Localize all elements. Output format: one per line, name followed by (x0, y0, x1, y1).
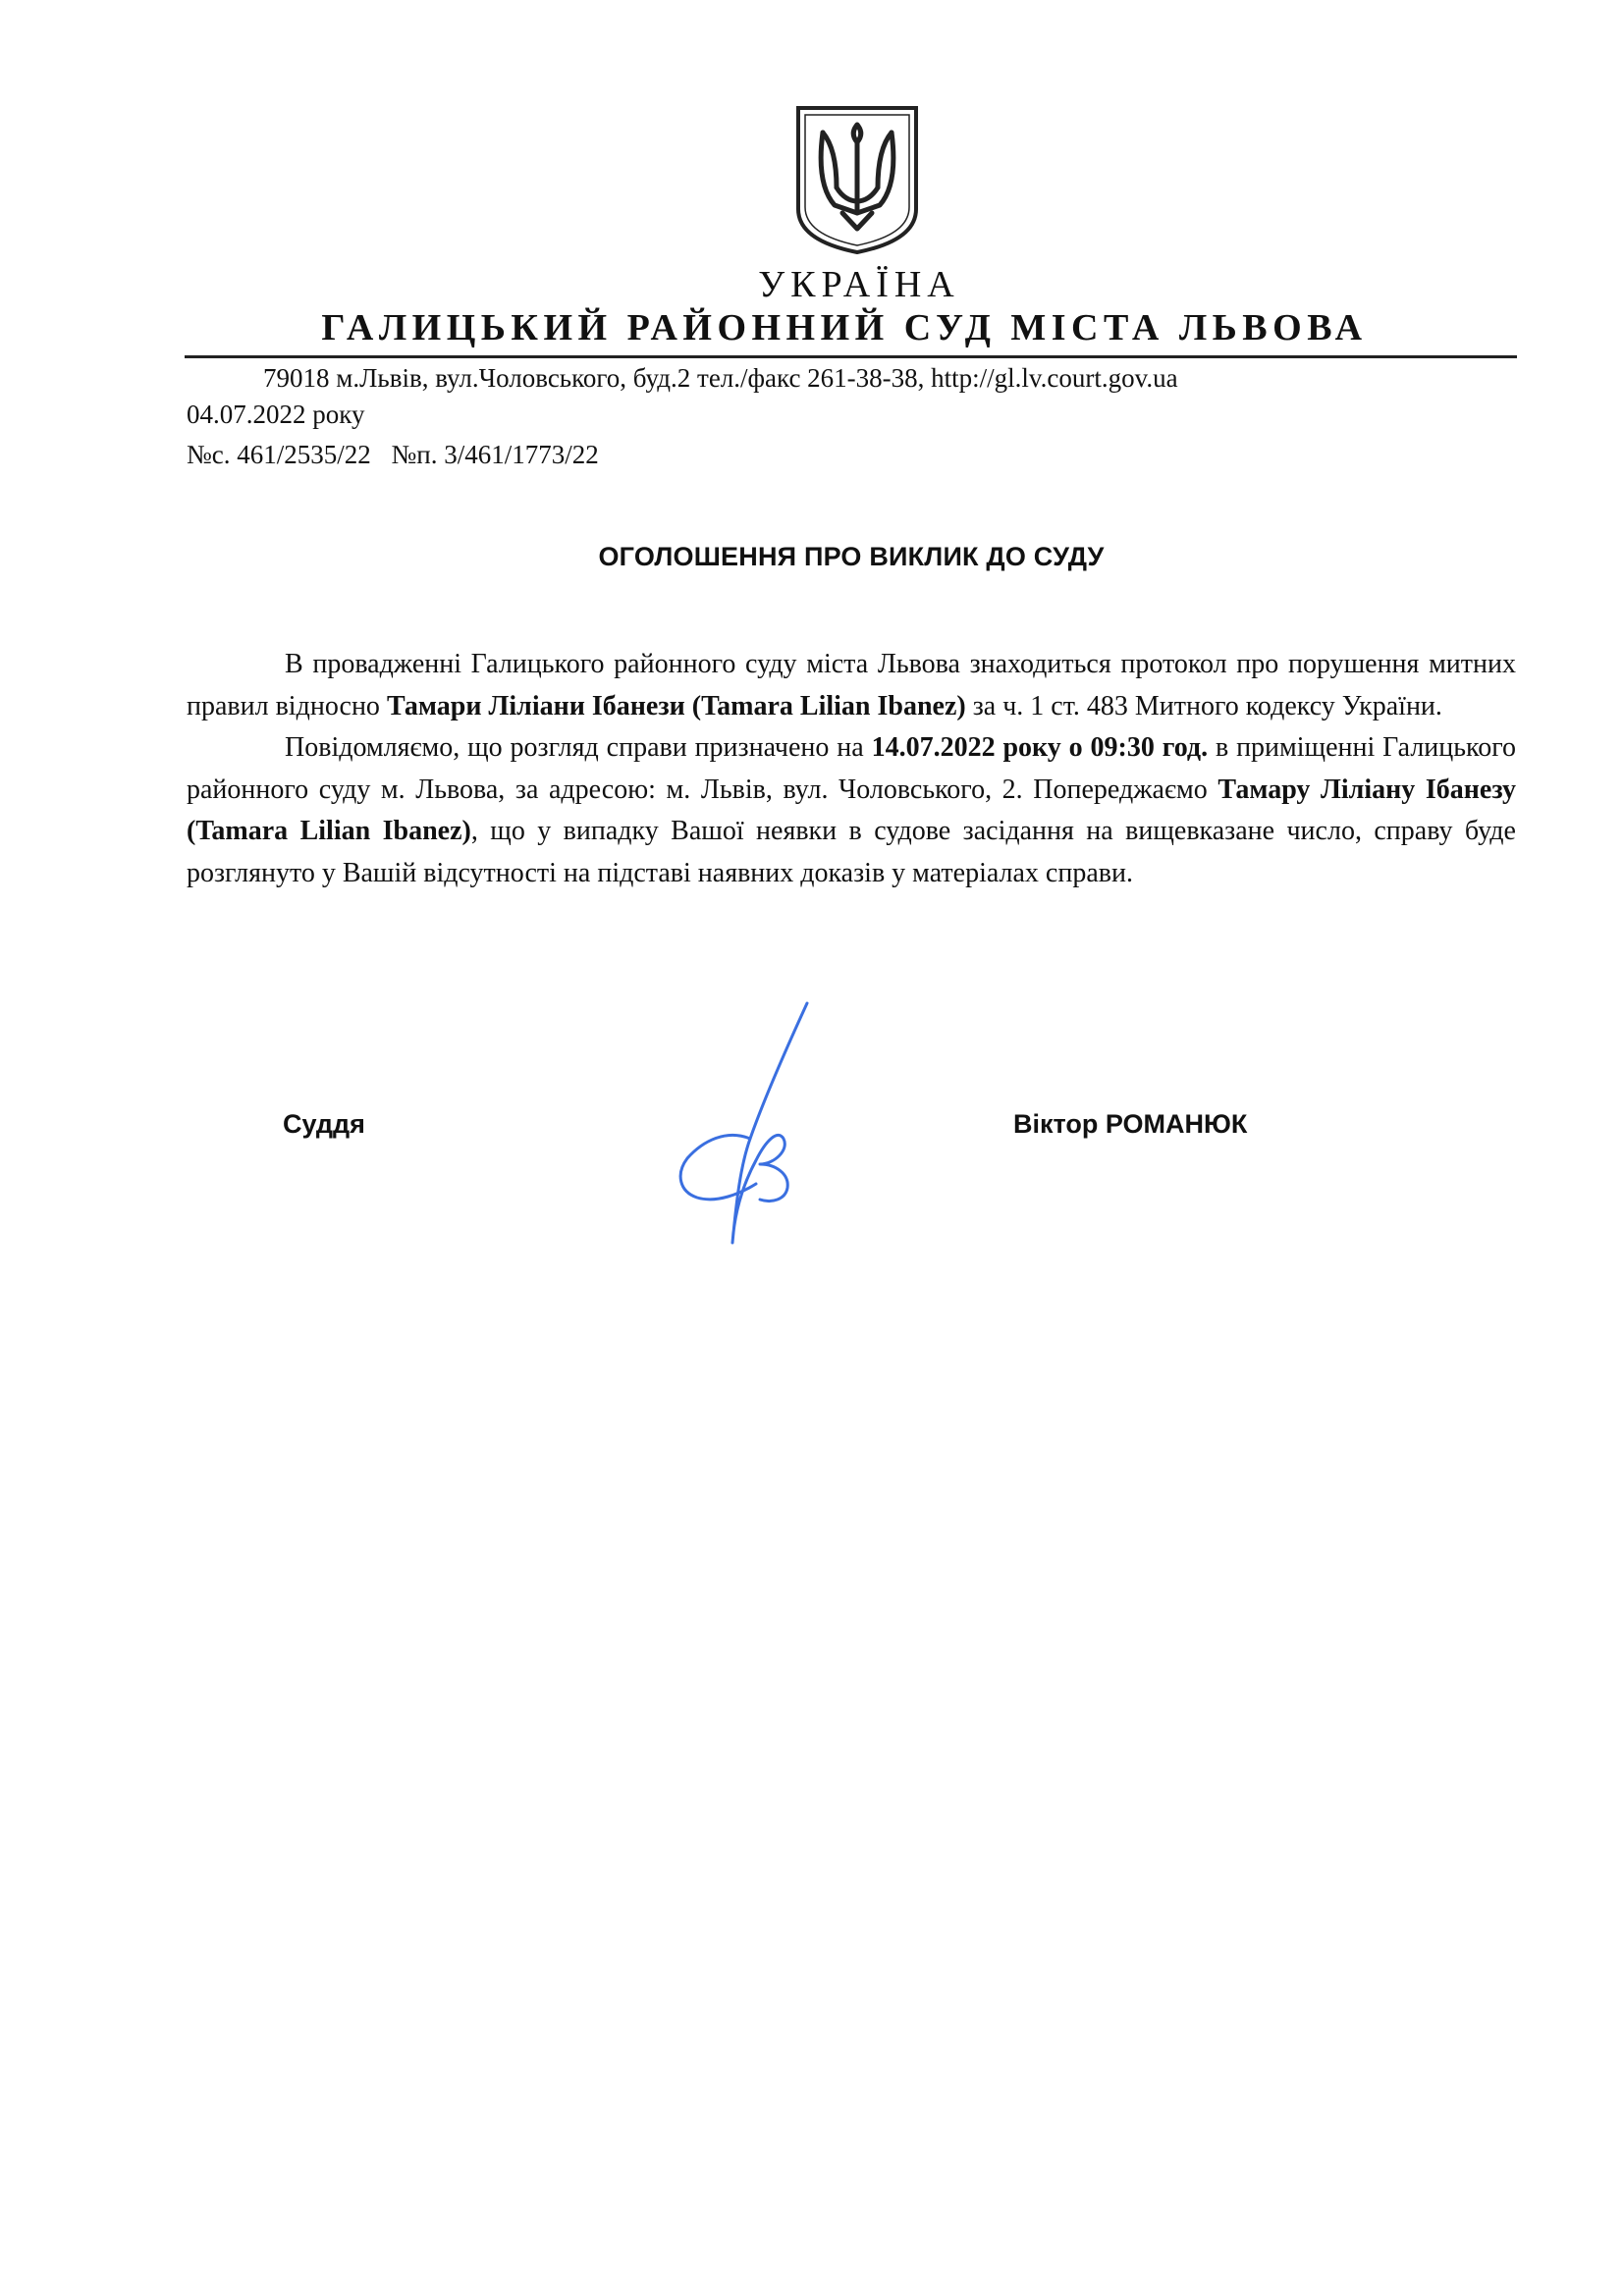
p2-text-start: Повідомляємо, що розгляд справи призначено на (285, 732, 872, 763)
paragraph-1 (187, 644, 1516, 727)
p1-text-end: за ч. 1 ст. 483 Митного кодексу України. (965, 690, 1442, 721)
judge-name: Віктор РОМАНЮК (1013, 1109, 1248, 1139)
country-name: УКРАЇНА (758, 264, 960, 305)
case-numbers (187, 440, 599, 470)
document-title: ОГОЛОШЕННЯ ПРО ВИКЛИК ДО СУДУ (598, 542, 1105, 571)
document-body (187, 644, 1516, 894)
court-name: ГАЛИЦЬКИЙ РАЙОННИЙ СУД МІСТА ЛЬВОВА (321, 307, 1368, 348)
p1-text-start: В провадженні Галицького районного суду міста Львова знаходиться протокол про порушення митних правил відносно (187, 649, 1516, 721)
coat-of-arms-trident-icon (793, 103, 921, 255)
document-date: 04.07.2022 року (187, 400, 365, 429)
case-number: №с. 461/2535/22 (187, 440, 371, 469)
p2-text-end: , що у випадку Вашої неявки в судове засідання на вищевказане число, справу буде розглянуто у Вашій відсутності на підставі наявних доказів у матеріалах справи. (187, 816, 1516, 888)
paragraph-2 (187, 727, 1516, 894)
proceeding-number: №п. 3/461/1773/22 (391, 440, 599, 469)
court-address: 79018 м.Львів, вул.Чоловського, буд.2 тел./факс 261-38-38, http://gl.lv.court.gov.ua (263, 363, 1178, 393)
handwritten-signature (658, 991, 835, 1256)
defendant-name: Тамари Ліліани Ібанези (Tamara Lilian Ibanez) (386, 690, 966, 721)
defendant-name-accusative: Тамару Ліліану Ібанезу (Tamara Lilian Ibanez) (187, 774, 1516, 846)
header-divider (185, 355, 1517, 358)
hearing-datetime: 14.07.2022 року о 09:30 год. (871, 732, 1209, 763)
judge-label: Суддя (283, 1109, 365, 1139)
p2-text-middle: в приміщенні Галицького районного суду м. Львова, за адресою: м. Львів, вул. Чоловського, 2. Попереджаємо (187, 732, 1516, 805)
